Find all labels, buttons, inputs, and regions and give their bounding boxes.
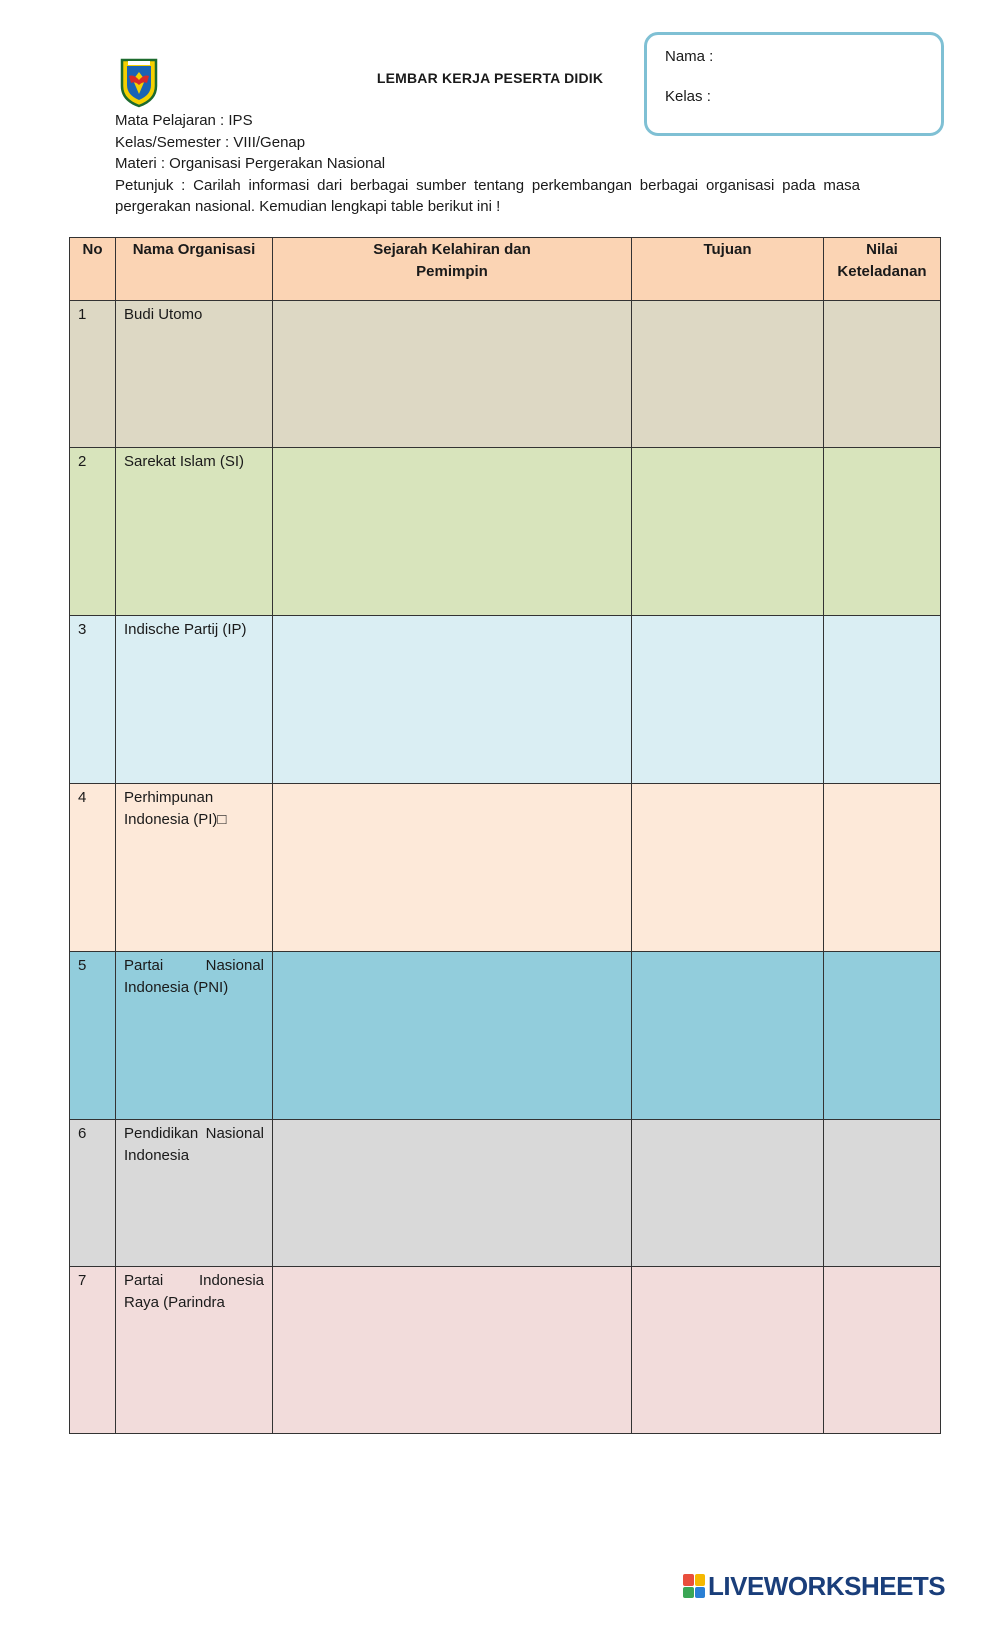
- table-row: [70, 784, 941, 952]
- history-leader-cell[interactable]: [273, 952, 632, 1120]
- goal-cell[interactable]: [632, 616, 824, 784]
- table-row: [70, 952, 941, 1120]
- table-row: [70, 1267, 941, 1434]
- goal-cell[interactable]: [632, 301, 824, 448]
- history-leader-cell[interactable]: [273, 1267, 632, 1434]
- history-leader-cell[interactable]: [273, 616, 632, 784]
- row-number: 5: [70, 952, 116, 1120]
- page-title: LEMBAR KERJA PESERTA DIDIK: [376, 70, 604, 86]
- goal-cell[interactable]: [632, 1267, 824, 1434]
- row-number: 3: [70, 616, 116, 784]
- row-number: 2: [70, 448, 116, 616]
- table-row: [70, 616, 941, 784]
- organization-name: Perhimpunan Indonesia (PI)□: [116, 784, 273, 952]
- history-leader-cell[interactable]: [273, 1120, 632, 1267]
- school-logo: [118, 56, 160, 108]
- exemplary-value-cell[interactable]: [824, 784, 941, 952]
- exemplary-value-cell[interactable]: [824, 301, 941, 448]
- class-semester-line: Kelas/Semester : VIII/Genap: [115, 133, 306, 151]
- exemplary-value-cell[interactable]: [824, 952, 941, 1120]
- table-header-row: [70, 238, 941, 301]
- exemplary-value-cell[interactable]: [824, 1267, 941, 1434]
- organization-name: Sarekat Islam (SI): [116, 448, 273, 616]
- header-organization-name: Nama Organisasi: [116, 238, 273, 301]
- row-number: 6: [70, 1120, 116, 1267]
- class-field[interactable]: Kelas :: [665, 88, 711, 105]
- organization-name: Budi Utomo: [116, 301, 273, 448]
- liveworksheets-icon: [683, 1574, 705, 1598]
- goal-cell[interactable]: [632, 448, 824, 616]
- organization-name: Pendidikan Nasional Indonesia: [116, 1120, 273, 1267]
- history-leader-cell[interactable]: [273, 784, 632, 952]
- liveworksheets-logo: [683, 1570, 945, 1602]
- exemplary-value-cell[interactable]: [824, 448, 941, 616]
- instructions: Petunjuk : Carilah informasi dari berbagai sumber tentang perkembangan berbagai organisasi pada masa pergerakan nasional. Kemudian lengkapi table berikut ini !: [115, 176, 860, 215]
- table-row: [70, 301, 941, 448]
- row-number: 1: [70, 301, 116, 448]
- goal-cell[interactable]: [632, 952, 824, 1120]
- row-number: 4: [70, 784, 116, 952]
- organization-table: [69, 237, 941, 1434]
- worksheet-meta: [115, 110, 860, 218]
- goal-cell[interactable]: [632, 784, 824, 952]
- goal-cell[interactable]: [632, 1120, 824, 1267]
- exemplary-value-cell[interactable]: [824, 1120, 941, 1267]
- header-history-leader: [273, 238, 632, 301]
- table-row: [70, 1120, 941, 1267]
- history-leader-cell[interactable]: [273, 448, 632, 616]
- organization-name: Indische Partij (IP): [116, 616, 273, 784]
- table-row: [70, 448, 941, 616]
- organization-name: Partai Indonesia Raya (Parindra: [116, 1267, 273, 1434]
- header-no: No: [70, 238, 116, 301]
- header-exemplary-value-text: Nilai Keteladanan: [837, 241, 927, 280]
- name-field[interactable]: Nama :: [665, 48, 714, 65]
- header-exemplary-value: [824, 238, 941, 301]
- material-line: Materi : Organisasi Pergerakan Nasional: [115, 155, 386, 172]
- header-goal: Tujuan: [632, 238, 824, 301]
- exemplary-value-cell[interactable]: [824, 616, 941, 784]
- organization-name: Partai Nasional Indonesia (PNI): [116, 952, 273, 1120]
- row-number: 7: [70, 1267, 116, 1434]
- subject-line: Mata Pelajaran : IPS: [115, 112, 253, 129]
- liveworksheets-brand: LIVEWORKSHEETS: [708, 1570, 946, 1601]
- history-leader-cell[interactable]: [273, 301, 632, 448]
- header-history-leader-text: Sejarah Kelahiran dan Pemimpin: [373, 241, 531, 280]
